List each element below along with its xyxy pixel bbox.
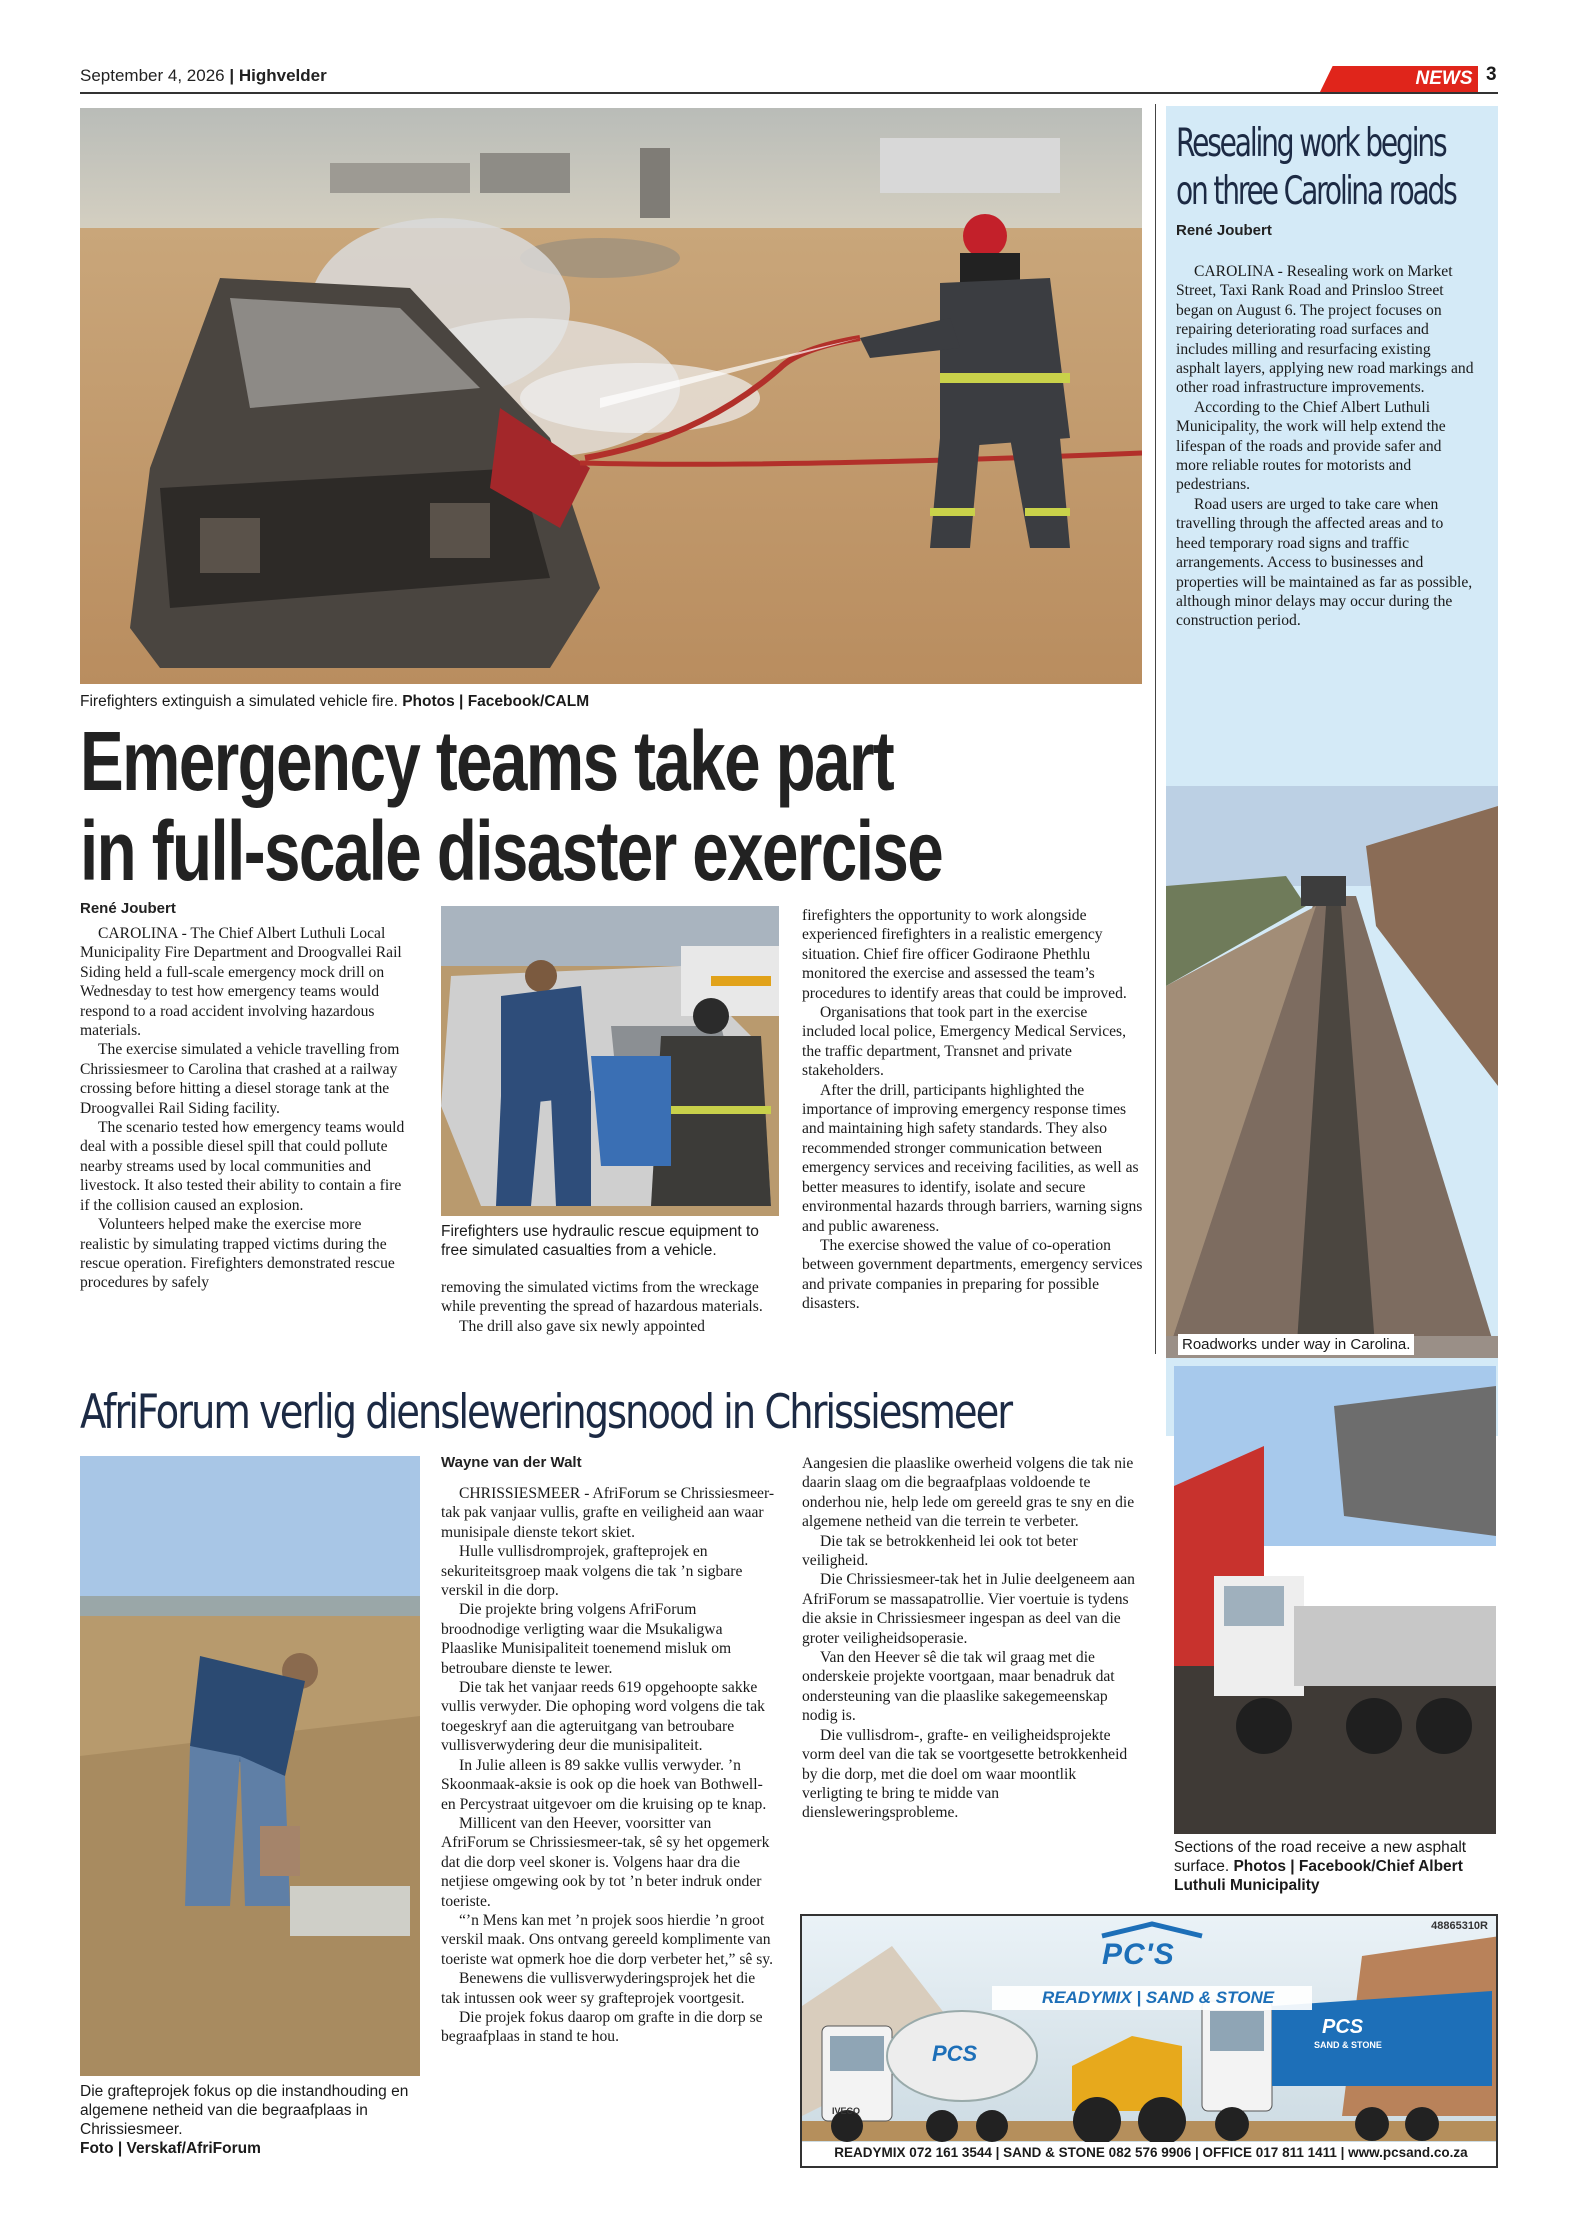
sidebar-photo2-caption <box>1174 1838 1494 1895</box>
afriforum-photo-grave-maintenance <box>80 1456 420 2076</box>
afriforum-byline: Wayne van der Walt <box>441 1454 582 1471</box>
advert-tipper-sublabel: SAND & STONE <box>1314 2040 1382 2050</box>
column-divider <box>1155 104 1156 1354</box>
advert-pcs[interactable] <box>800 1914 1498 2168</box>
afriforum-photo-caption <box>80 2082 420 2158</box>
afriforum-column-2 <box>802 1454 1138 1823</box>
advert-truck-make: IVECO <box>832 2106 861 2116</box>
main-headline <box>80 716 942 896</box>
inset-photo-rescue <box>441 906 779 1216</box>
paragraph: Van den Heever sê die tak wil graag met die onderskeie projekte voortgaan, maar benadruk dat ondersteuning van die plaaslike sakegemeenskap nodig is. <box>802 1649 1115 1725</box>
sidebar-article-text <box>1176 262 1476 631</box>
paragraph: firefighters the opportunity to work alongside experienced firefighters in a realistic emergency situation. Chief fire officer Godiraone Phethlu monitored the exercise and assessed the team’s procedures to identify areas that could be improved. <box>802 907 1127 1002</box>
paragraph: Road users are urged to take care when travelling through the affected areas and to heed temporary road signs and traffic arrangements. Access to businesses and properties will be maintained as far as possible, although minor delays may occur during the construction period. <box>1176 495 1473 630</box>
paragraph: Hulle vullisdromprojek, grafteprojek en sekuriteitsgroep maak volgens die tak ’n sigbare verskil in die dorp. <box>441 1543 743 1600</box>
advert-ref: 48865310R <box>1431 1920 1488 1932</box>
paragraph: Die projek fokus daarop om grafte in die dorp se begraafplaas in stand te hou. <box>441 2008 763 2046</box>
main-story-column-1 <box>80 924 408 1293</box>
advert-contact-line[interactable]: READYMIX 072 161 3544 | SAND & STONE 082 576 9906 | OFFICE 017 811 1411 | www.pcsand.co.za <box>834 2145 1468 2160</box>
paragraph: CHRISSIESMEER - AfriForum se Chrissiesmeer-tak pak vanjaar vullis, grafte en veiligheid aan waar munisipale dienste tekort skiet. <box>441 1485 775 1541</box>
main-story-column-3 <box>802 906 1144 1314</box>
paragraph: Die tak het vanjaar reeds 619 opgehoopte sakke vullis verwyder. Die ophoping word volgens die tak toegeskryf aan die agteruitgang van betroubare vullisverwydering deur die munisipaliteit. <box>441 1679 765 1755</box>
caption-credit: Foto | Verskaf/AfriForum <box>80 2140 261 2157</box>
advert-brand: PC'S <box>1102 1938 1175 1971</box>
caption-text: Sections of the road receive a new asphalt surface. <box>1174 1839 1467 1875</box>
paragraph: removing the simulated victims from the wreckage while preventing the spread of hazardous materials. <box>441 1279 763 1316</box>
paragraph: Organisations that took part in the exercise included local police, Emergency Medical Services, the traffic department, Transnet and private stakeholders. <box>802 1004 1127 1080</box>
paragraph: Die Chrissiesmeer-tak het in Julie deelgeneem aan AfriForum se massapatrollie. Vier voertuie is tydens die aksie in Chrissiesmeer ingespan as deel van die groter veiligheidsoperasie. <box>802 1571 1135 1647</box>
caption-text: Firefighters extinguish a simulated vehicle fire. <box>80 693 398 710</box>
advert-mixer-label: PCS <box>932 2041 978 2066</box>
paragraph: The exercise showed the value of co-operation between government departments, emergency services and private companies in preparing for possible disasters. <box>802 1236 1143 1313</box>
sidebar-photo-asphalt-truck <box>1174 1366 1496 1834</box>
header-separator: | <box>229 66 235 85</box>
paragraph: CAROLINA - Resealing work on Market Street, Taxi Rank Road and Prinsloo Street began on August 6. The project focuses on repairing deteriorating road surfaces and includes milling and resurfacing existing asphalt layers, applying new road markings and other road infrastructure improvements. <box>1176 263 1474 397</box>
paragraph: The drill also gave six newly appointed <box>459 1317 705 1335</box>
inset-photo-caption: Firefighters use hydraulic rescue equipment to free simulated casualties from a vehicle. <box>441 1223 759 1259</box>
sidebar-photo1-caption: Roadworks under way in Carolina. <box>1178 1334 1414 1355</box>
paragraph: In Julie alleen is 89 sakke vullis verwyder. ’n Skoonmaak-aksie is ook op die hoek van Bothwell- en Percystraat uitgevoer om die kruising op te knap. <box>441 1756 767 1813</box>
paragraph: Volunteers helped make the exercise more realistic by simulating trapped victims during the rescue operation. Firefighters demonstrated rescue procedures by safely <box>80 1216 395 1292</box>
paragraph: Die tak se betrokkenheid lei ook tot beter veiligheid. <box>802 1532 1078 1570</box>
advert-tagline-right: SAND & STONE <box>1145 1988 1275 2007</box>
paragraph: The scenario tested how emergency teams would deal with a possible diesel spill that could pollute nearby streams used by local communities and livestock. It also tested their ability to contain a fire if the collision caused an explosion. <box>80 1119 405 1214</box>
paragraph: Aangesien die plaaslike owerheid volgens die tak nie daarin slaag om die begraafplaas voldoende te onderhou nie, help lede om gereeld gras te sny en die algemene netheid van die terrein te verbeter. <box>802 1455 1135 1531</box>
caption-text: Die grafteprojek fokus op die instandhouding en algemene netheid van die begraafplaas in Chrissiesmeer. <box>80 2083 409 2138</box>
sidebar-headline-line2: on three Carolina roads <box>1176 169 1456 214</box>
main-headline-line2: in full-scale disaster exercise <box>80 804 943 898</box>
advert-tagline-sep: | <box>1136 1988 1142 2007</box>
main-photo-caption <box>80 692 1142 711</box>
main-story-column-2 <box>441 1278 773 1336</box>
paragraph: According to the Chief Albert Luthuli Municipality, the work will help extend the lifespan of the roads and provide safer and more reliable routes for motorists and pedestrians. <box>1176 398 1446 494</box>
caption-credit: Photos | Facebook/CALM <box>402 693 590 710</box>
paragraph: CAROLINA - The Chief Albert Luthuli Local Municipality Fire Department and Droogvallei Rail Siding held a full-scale emergency mock drill on Wednesday to test how emergency teams would respond to a road accident involving hazardous materials. <box>80 925 402 1040</box>
main-headline-line1: Emergency teams take part <box>80 714 894 808</box>
advert-tagline-left: READYMIX <box>1041 1988 1132 2007</box>
advert-tagline <box>1008 1988 1308 2008</box>
sidebar-headline-line1: Resealing work begins <box>1176 121 1446 166</box>
advert-tipper-label: PCS <box>1322 2016 1364 2038</box>
afriforum-column-1 <box>441 1484 777 2047</box>
paragraph: “’n Mens kan met ’n projek soos hierdie ’n groot verskil maak. Ons ontvang gereeld komplimente van toeriste wat opmerk hoe die dorp verbeter het,” sê sy. <box>441 1911 773 1968</box>
paragraph: The exercise simulated a vehicle travelling from Chrissiesmeer to Carolina that crashed at a railway crossing before hitting a diesel storage tank at the Droogvallei Rail Siding facility. <box>80 1041 400 1117</box>
main-photo-vehicle-fire <box>80 108 1142 684</box>
paragraph: After the drill, participants highlighted the importance of improving emergency response times and maintaining high safety standards. They also recommended stronger communication between emergency services and receiving facilities, as well as better measures to identify, isolate and secure environmental hazards through barriers, warning signs and public awareness. <box>802 1081 1143 1235</box>
paragraph: Die projekte bring volgens AfriForum broodnodige verligting waar die Msukaligwa Plaaslike Munisipaliteit toenemend misluk om betroubare dienste te lewer. <box>441 1601 732 1677</box>
issue-date: September 4, 2026 <box>80 66 225 85</box>
caption-credit: Photos | Facebook/Chief Albert Luthuli Municipality <box>1174 1858 1463 1894</box>
sidebar-headline <box>1176 120 1456 216</box>
main-byline: René Joubert <box>80 900 176 917</box>
paragraph: Benewens die vullisverwyderingsprojek het die tak intussen ook weer sy grafteprojek voortgesit. <box>441 1970 756 2007</box>
page-header-dateline <box>80 66 327 86</box>
section-label: NEWS <box>1415 68 1473 89</box>
afriforum-headline: AfriForum verlig diensleweringsnood in Chrissiesmeer <box>80 1385 1012 1440</box>
paragraph: Millicent van den Heever, voorsitter van AfriForum se Chrissiesmeer-tak, sê sy het opgemerk dat die dorp veel skoner is. Volgens haar dra die netjiese omgewing ook by tot ’n beter indruk onder toeriste. <box>441 1814 770 1910</box>
header-rule <box>80 92 1498 94</box>
sidebar-byline: René Joubert <box>1176 222 1272 239</box>
publication-name: Highvelder <box>238 66 327 85</box>
sidebar-photo-roadworks <box>1166 786 1498 1358</box>
paragraph: Die vullisdrom-, grafte- en veiligheidsprojekte vorm deel van die tak se voortgesette betrokkenheid by die dorp, met die doel om waar moontlik verligting te bring te midde van diensleweringsprobleme. <box>802 1726 1128 1822</box>
page-number: 3 <box>1486 64 1497 85</box>
